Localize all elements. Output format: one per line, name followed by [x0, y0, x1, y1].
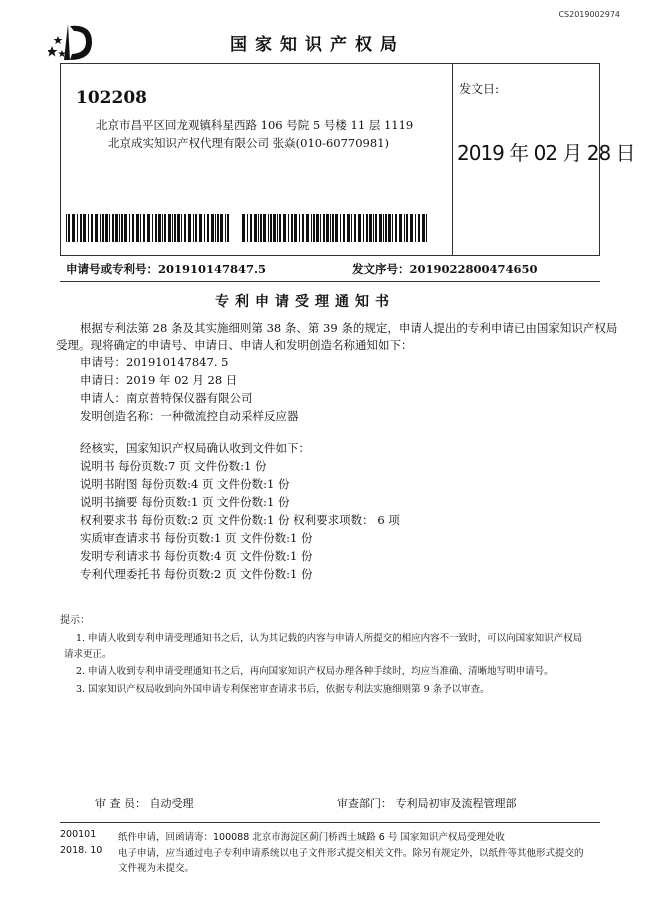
tip-1-continued: 请求更正。: [64, 649, 112, 660]
footer-mail-address: 纸件申请，回函请寄：100088 北京市海淀区蓟门桥西土城路 6 号 国家知识产权局受理处收: [118, 832, 505, 843]
examining-department: 审查部门： 专利局初审及流程管理部: [337, 797, 517, 810]
dispatch-number: 发文序号：2019022800474650: [352, 262, 538, 276]
received-item: 专利代理委托书 每份页数:2 页 文件份数:1 份: [80, 567, 313, 581]
intro-line-2: 受理。现将确定的申请号、申请日、申请人和发明创造名称通知如下：: [56, 338, 413, 352]
cnipa-logo-icon: [48, 22, 100, 62]
intro-line-1: 根据专利法第 28 条及其实施细则第 38 条、第 39 条的规定，申请人提出的专利申请已由国家知识产权局: [80, 321, 618, 335]
received-item: 发明专利请求书 每份页数:4 页 文件份数:1 份: [80, 549, 313, 563]
barcode-left: [66, 214, 230, 242]
recipient-address: 北京市昌平区回龙观镇科星西路 106 号院 5 号楼 11 层 1119: [96, 118, 414, 132]
received-item: 说明书摘要 每份页数:1 页 文件份数:1 份: [80, 495, 290, 509]
footer-code-1: 200101: [60, 829, 97, 840]
field-application-number: 申请号：201910147847. 5: [80, 355, 229, 369]
field-applicant: 申请人：南京普特保仪器有限公司: [80, 391, 253, 405]
received-item: 权利要求书 每份页数:2 页 文件份数:1 份 权利要求项数： 6 项: [80, 513, 400, 527]
received-item: 实质审查请求书 每份页数:1 页 文件份数:1 份: [80, 531, 313, 545]
footer-electronic-note-continued: 文件视为未提交。: [118, 863, 195, 874]
footer-electronic-note: 电子申请，应当通过电子专利申请系统以电子文件形式提交相关文件。除另有规定外，以纸件等其他形式提交的: [118, 848, 584, 859]
received-heading: 经核实，国家知识产权局确认收到文件如下：: [80, 441, 310, 455]
application-number: 申请号或专利号：201910147847.5: [66, 262, 267, 276]
issue-date-value: 2019 年 02 月 28 日: [457, 141, 635, 165]
office-name: 国家知识产权局: [230, 35, 405, 55]
recipient-agency: 北京成实知识产权代理有限公司 张焱(010-60770981): [108, 136, 389, 150]
issue-date-label: 发文日:: [459, 82, 500, 96]
tip-1: 1. 申请人收到专利申请受理通知书之后，认为其记载的内容与申请人所提交的相应内容不一致时，可以向国家知识产权局: [76, 633, 583, 644]
notice-title: 专利申请受理通知书: [215, 294, 395, 310]
received-item: 说明书 每份页数:7 页 文件份数:1 份: [80, 459, 267, 473]
tips-heading: 提示：: [60, 615, 90, 626]
document-code: CS2019002974: [558, 10, 620, 19]
frame-divider: [452, 63, 453, 256]
received-item: 说明书附图 每份页数:4 页 文件份数:1 份: [80, 477, 290, 491]
field-application-date: 申请日：2019 年 02 月 28 日: [80, 373, 238, 387]
barcode-right: [242, 214, 428, 242]
tip-2: 2. 申请人收到专利申请受理通知书之后，再向国家知识产权局办理各种手续时，均应当准确、清晰地写明申请号。: [76, 666, 554, 677]
examiner: 审 查 员： 自动受理: [95, 797, 194, 810]
field-invention-name: 发明创造名称：一种微流控自动采样反应器: [80, 409, 299, 423]
tip-3: 3. 国家知识产权局收到向外国申请专利保密审查请求书后，依据专利法实施细则第 9 条予以审查。: [76, 684, 490, 695]
footer-divider: [60, 822, 600, 823]
postcode: 102208: [76, 88, 147, 108]
footer-code-2: 2018. 10: [60, 845, 103, 856]
header-divider: [60, 281, 600, 282]
